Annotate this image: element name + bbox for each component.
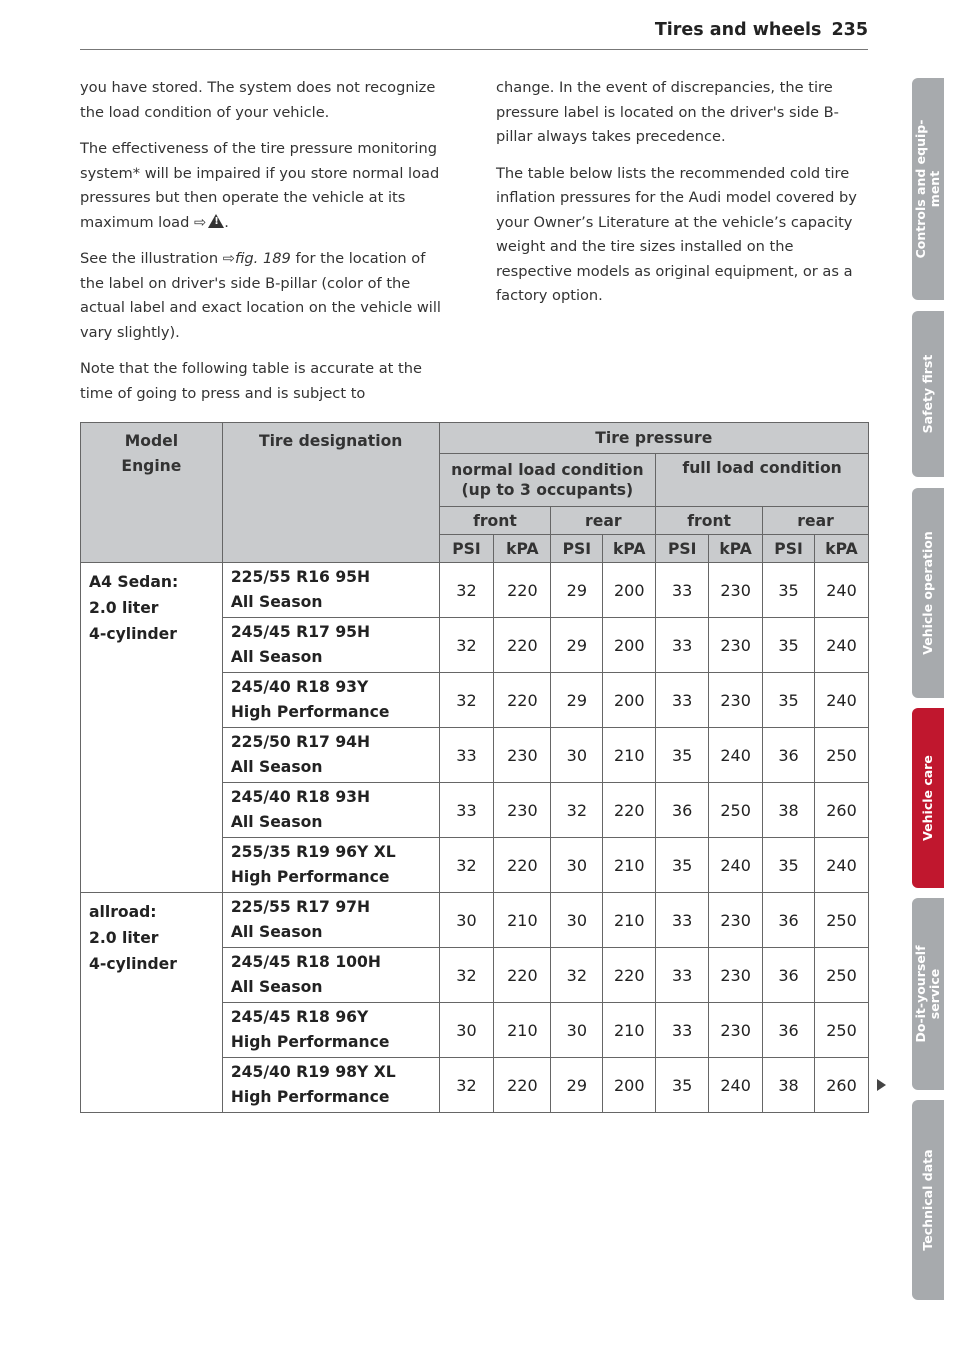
kpa-value: 230 [709, 563, 763, 618]
kpa-value: 210 [494, 893, 551, 948]
psi-value: 35 [763, 563, 815, 618]
paragraph: The table below lists the recommended cold tire inflation pressures for the Audi model covered by your Owner’s Literature at the vehicle’s capacity weight and the tire sizes installed on the respective models as original equipment, or as a factory option. [496, 164, 857, 304]
tire-size: 225/55 R16 95H [230, 568, 371, 586]
kpa-value: 220 [603, 948, 656, 1003]
column-header-model [81, 423, 223, 563]
column-header-rear: rear [551, 507, 656, 535]
tab-vehicle-operation[interactable] [912, 488, 944, 698]
kpa-value: 240 [815, 563, 869, 618]
paragraph: change. In the event of discrepancies, the tire pressure label is located on the driver's side B-pillar always takes precedence. [496, 79, 839, 145]
kpa-value: 250 [815, 1003, 869, 1058]
kpa-value: 230 [494, 783, 551, 838]
kpa-value: 230 [709, 618, 763, 673]
paragraph [80, 247, 452, 345]
psi-value: 32 [439, 618, 494, 673]
psi-value: 38 [763, 1058, 815, 1113]
kpa-value: 220 [494, 948, 551, 1003]
psi-value: 36 [763, 728, 815, 783]
psi-value: 30 [551, 728, 603, 783]
psi-value: 33 [656, 1003, 709, 1058]
tab-label: Vehicle operation [920, 531, 935, 655]
column-header-psi: PSI [656, 535, 709, 563]
engine-spec: 2.0 liter [89, 599, 159, 617]
column-header-pressure: Tire pressure [439, 423, 868, 454]
psi-value: 32 [551, 948, 603, 1003]
header-normal-sublabel: (up to 3 occupants) [461, 481, 634, 499]
tire-size: 245/40 R19 98Y XL [230, 1063, 396, 1081]
tire-size: 245/45 R18 96Y [230, 1008, 369, 1026]
paragraph: Note that the following table is accurate at the time of going to press and is subject to [80, 360, 422, 402]
tab-label: Do-it-yourself service [913, 945, 942, 1043]
psi-value: 33 [656, 673, 709, 728]
tab-technical-data[interactable] [912, 1100, 944, 1300]
tire-size: 225/50 R17 94H [230, 733, 371, 751]
kpa-value: 230 [709, 893, 763, 948]
kpa-value: 200 [603, 618, 656, 673]
kpa-value: 240 [815, 838, 869, 893]
figure-reference-link[interactable]: fig. 189 [234, 250, 291, 267]
column-header-kpa: kPA [815, 535, 869, 563]
tire-type: All Season [230, 648, 323, 666]
tab-vehicle-care[interactable] [912, 708, 944, 888]
model-name: allroad: [89, 903, 157, 921]
tire-type: All Season [230, 593, 323, 611]
tire-designation-cell [222, 673, 439, 728]
paragraph-text: The effectiveness of the tire pressure monitoring system* will be impaired if you store normal load pressures but then operate the vehicle at its maximum load [80, 140, 440, 231]
tab-controls-and-equipment[interactable] [912, 78, 944, 300]
tab-label: Controls and equip- ment [913, 119, 942, 259]
kpa-value: 250 [815, 948, 869, 1003]
kpa-value: 200 [603, 1058, 656, 1113]
tire-type: All Season [230, 978, 323, 996]
paragraph: you have stored. The system does not recognize the load condition of your vehicle. [80, 79, 436, 121]
column-header-front: front [439, 507, 551, 535]
tire-type: All Season [230, 813, 323, 831]
psi-value: 32 [439, 948, 494, 1003]
psi-value: 32 [439, 563, 494, 618]
kpa-value: 260 [815, 783, 869, 838]
psi-value: 35 [763, 618, 815, 673]
kpa-value: 210 [603, 1003, 656, 1058]
psi-value: 33 [656, 563, 709, 618]
tire-designation-cell [222, 893, 439, 948]
continue-arrow-icon [877, 1079, 886, 1091]
psi-value: 36 [763, 1003, 815, 1058]
header-engine-label: Engine [121, 457, 182, 475]
kpa-value: 230 [709, 948, 763, 1003]
engine-spec: 4-cylinder [89, 955, 177, 973]
kpa-value: 240 [815, 673, 869, 728]
tire-size: 245/45 R18 100H [230, 953, 381, 971]
kpa-value: 200 [603, 563, 656, 618]
tire-size: 255/35 R19 96Y XL [230, 843, 396, 861]
page-number: 235 [831, 20, 868, 40]
psi-value: 30 [551, 838, 603, 893]
kpa-value: 220 [494, 618, 551, 673]
psi-value: 30 [551, 893, 603, 948]
table-row [81, 893, 869, 948]
text-column-left [80, 76, 452, 418]
column-header-kpa: kPA [494, 535, 551, 563]
kpa-value: 210 [603, 893, 656, 948]
column-header-tire: Tire designation [222, 423, 439, 563]
tab-label: Vehicle care [920, 755, 935, 841]
kpa-value: 200 [603, 673, 656, 728]
section-title: Tires and wheels [654, 20, 822, 40]
column-header-kpa: kPA [709, 535, 763, 563]
header-normal-label: normal load condition [451, 461, 644, 479]
warning-triangle-icon [208, 214, 224, 228]
kpa-value: 220 [603, 783, 656, 838]
column-header-front: front [656, 507, 763, 535]
psi-value: 29 [551, 673, 603, 728]
psi-value: 35 [763, 838, 815, 893]
kpa-value: 240 [709, 838, 763, 893]
tire-designation-cell [222, 948, 439, 1003]
engine-spec: 4-cylinder [89, 625, 177, 643]
column-header-psi: PSI [439, 535, 494, 563]
tire-designation-cell [222, 838, 439, 893]
column-header-psi: PSI [763, 535, 815, 563]
tab-label: Technical data [920, 1149, 935, 1251]
tire-designation-cell [222, 618, 439, 673]
psi-value: 33 [656, 948, 709, 1003]
tire-type: High Performance [230, 1088, 390, 1106]
kpa-value: 240 [815, 618, 869, 673]
tire-size: 245/40 R18 93Y [230, 678, 369, 696]
kpa-value: 250 [709, 783, 763, 838]
kpa-value: 220 [494, 563, 551, 618]
psi-value: 35 [656, 838, 709, 893]
tire-type: High Performance [230, 868, 390, 886]
psi-value: 35 [656, 1058, 709, 1113]
page-header [655, 20, 868, 40]
psi-value: 29 [551, 618, 603, 673]
psi-value: 30 [439, 1003, 494, 1058]
column-header-full-load: full load condition [656, 454, 869, 507]
tire-type: High Performance [230, 1033, 390, 1051]
psi-value: 33 [439, 728, 494, 783]
tab-safety-first[interactable] [912, 311, 944, 477]
psi-value: 29 [551, 1058, 603, 1113]
psi-value: 36 [763, 948, 815, 1003]
psi-value: 33 [656, 618, 709, 673]
psi-value: 33 [439, 783, 494, 838]
table-body [81, 563, 869, 1113]
tire-type: High Performance [230, 703, 390, 721]
psi-value: 32 [439, 673, 494, 728]
column-header-psi: PSI [551, 535, 603, 563]
tire-size: 225/55 R17 97H [230, 898, 371, 916]
psi-value: 35 [656, 728, 709, 783]
model-name: A4 Sedan: [89, 573, 179, 591]
tire-type: All Season [230, 758, 323, 776]
kpa-value: 230 [709, 1003, 763, 1058]
psi-value: 38 [763, 783, 815, 838]
tire-designation-cell [222, 563, 439, 618]
table-row [81, 563, 869, 618]
column-header-kpa: kPA [603, 535, 656, 563]
column-header-normal-load [439, 454, 656, 507]
paragraph-text: for the location of the label on driver's side B-pillar (color of the actual label and exact location on the vehicle will vary slightly). [80, 250, 441, 341]
tire-size: 245/45 R17 95H [230, 623, 371, 641]
psi-value: 35 [763, 673, 815, 728]
psi-value: 30 [551, 1003, 603, 1058]
kpa-value: 240 [709, 1058, 763, 1113]
kpa-value: 220 [494, 673, 551, 728]
psi-value: 32 [439, 838, 494, 893]
tire-size: 245/40 R18 93H [230, 788, 371, 806]
kpa-value: 220 [494, 1058, 551, 1113]
psi-value: 36 [763, 893, 815, 948]
kpa-value: 230 [709, 673, 763, 728]
text-column-right [496, 76, 874, 321]
header-model-label: Model [124, 432, 179, 450]
model-engine-cell [81, 563, 223, 893]
tire-designation-cell [222, 728, 439, 783]
column-header-rear: rear [763, 507, 869, 535]
psi-value: 33 [656, 893, 709, 948]
model-engine-cell [81, 893, 223, 1113]
kpa-value: 210 [494, 1003, 551, 1058]
kpa-value: 260 [815, 1058, 869, 1113]
kpa-value: 250 [815, 893, 869, 948]
tire-type: All Season [230, 923, 323, 941]
tire-pressure-table [80, 422, 869, 1113]
paragraph-text: See the illustration [80, 250, 219, 267]
kpa-value: 250 [815, 728, 869, 783]
kpa-value: 240 [709, 728, 763, 783]
kpa-value: 220 [494, 838, 551, 893]
psi-value: 32 [551, 783, 603, 838]
header-rule [80, 49, 868, 50]
tire-designation-cell [222, 1003, 439, 1058]
tire-designation-cell [222, 783, 439, 838]
psi-value: 29 [551, 563, 603, 618]
tire-designation-cell [222, 1058, 439, 1113]
arrow-right-icon: ⇨ [194, 213, 207, 231]
kpa-value: 210 [603, 838, 656, 893]
engine-spec: 2.0 liter [89, 929, 159, 947]
kpa-value: 210 [603, 728, 656, 783]
tab-label: Safety first [920, 354, 935, 434]
psi-value: 36 [656, 783, 709, 838]
paragraph: The effectiveness of the tire pressure monitoring system* will be impaired if you store normal load pressures but then operate the vehicle at its maximum load ⇨! . [80, 137, 452, 235]
psi-value: 30 [439, 893, 494, 948]
psi-value: 32 [439, 1058, 494, 1113]
kpa-value: 230 [494, 728, 551, 783]
tab-do-it-yourself-service[interactable] [912, 898, 944, 1090]
arrow-right-icon: ⇨ [222, 250, 235, 267]
